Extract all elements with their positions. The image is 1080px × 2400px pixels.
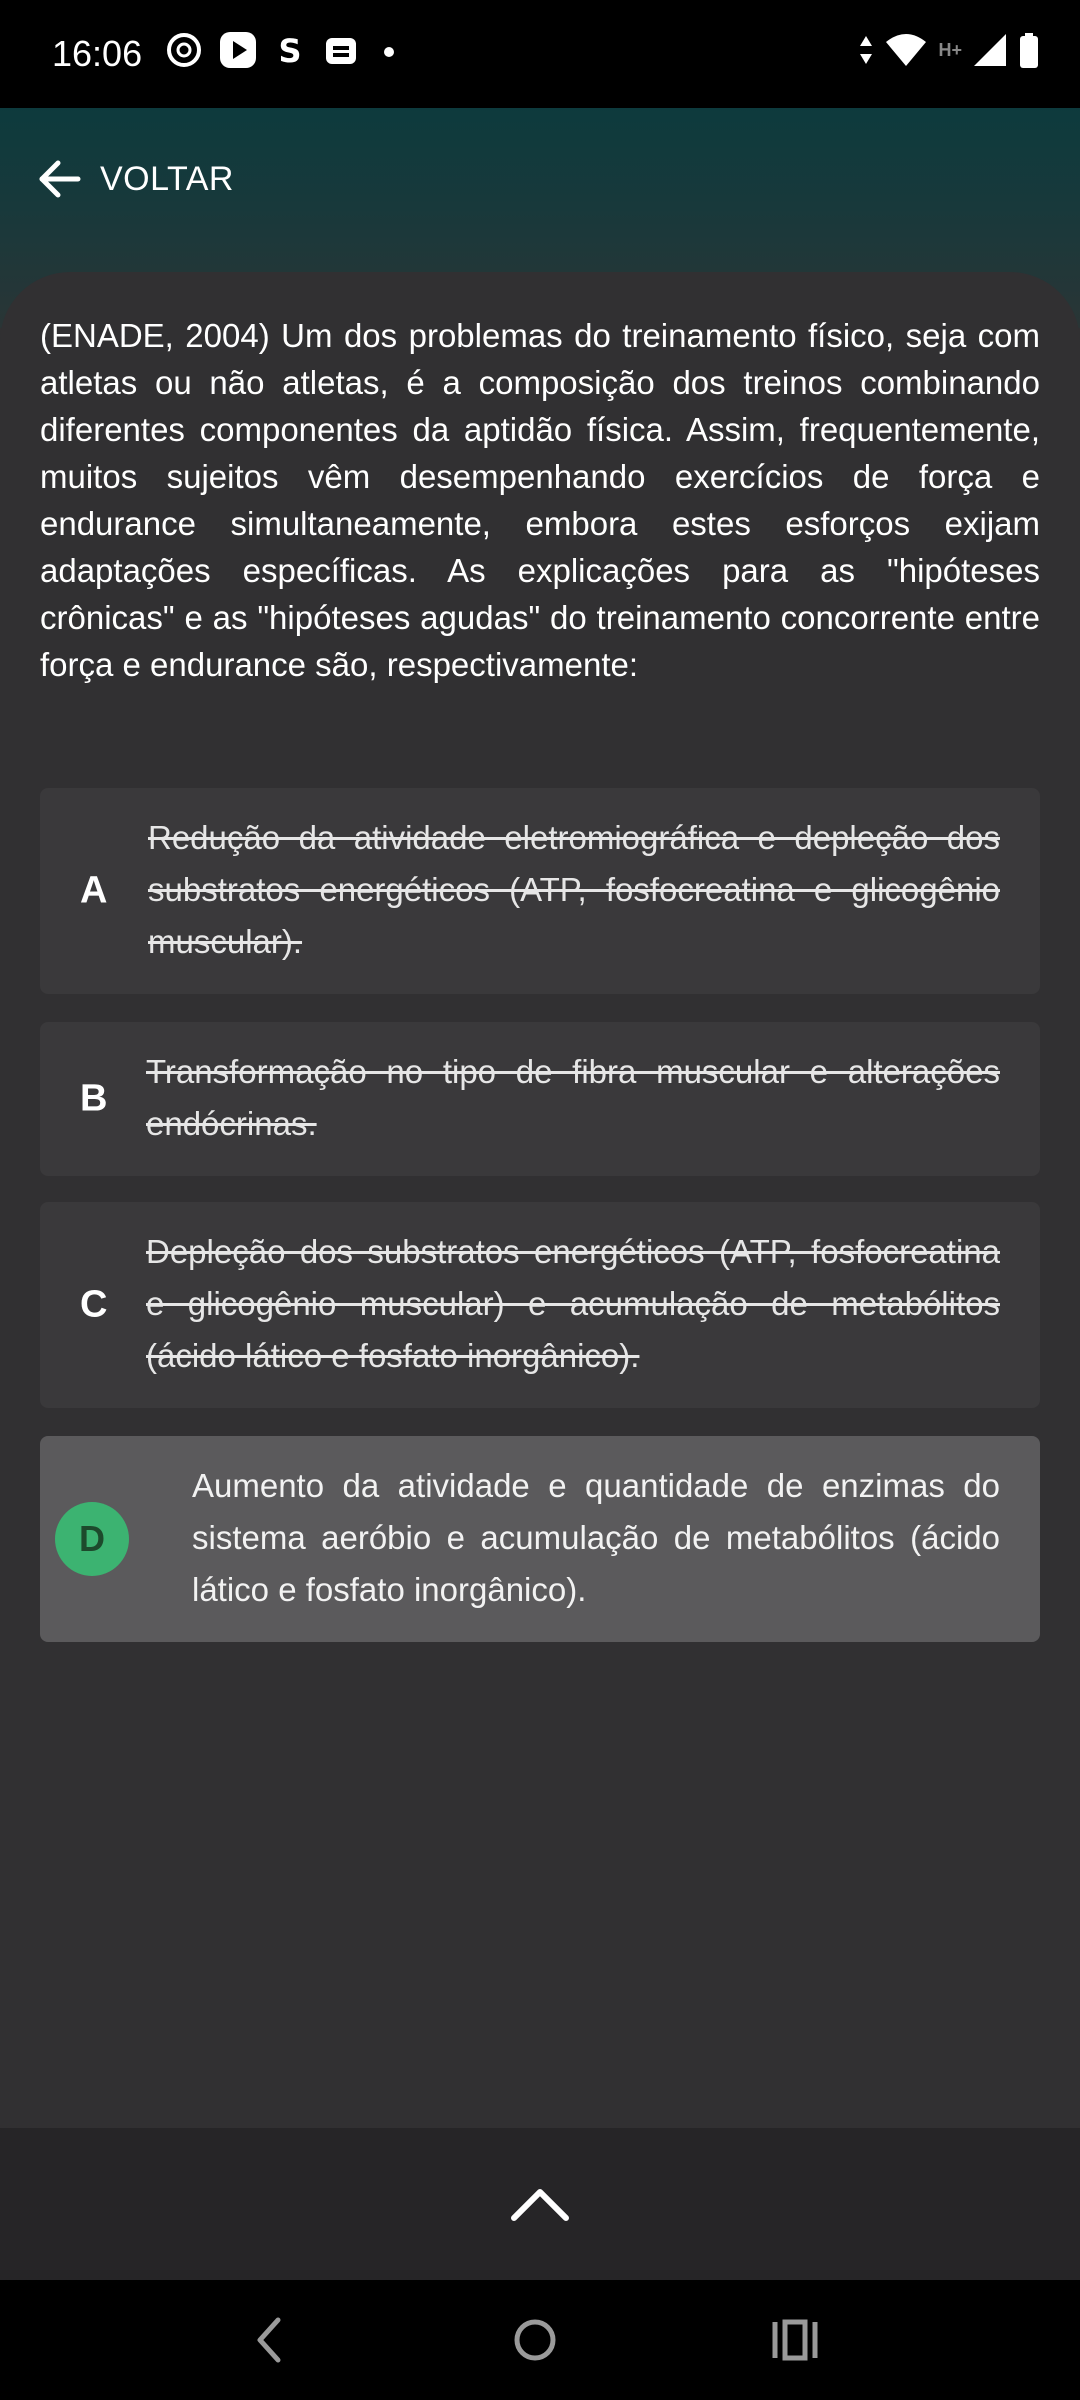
- data-arrows-icon: [858, 30, 874, 70]
- tv-icon: [322, 30, 360, 70]
- dot-icon: [374, 30, 404, 70]
- status-bar: [0, 0, 1080, 108]
- nav-recents-icon[interactable]: [765, 2310, 825, 2370]
- option-c[interactable]: [40, 1202, 1040, 1408]
- nav-home-icon[interactable]: [505, 2310, 565, 2370]
- wifi-icon: [884, 30, 928, 70]
- chevron-up-icon[interactable]: [506, 2178, 574, 2230]
- option-a[interactable]: [40, 788, 1040, 994]
- selected-badge: D: [55, 1502, 129, 1576]
- notification-icons: [164, 30, 404, 70]
- question-text: (ENADE, 2004) Um dos problemas do treinamento físico, seja com atletas ou não atletas, é a composição dos treinos combinando diferentes componentes da aptidão física. Assim, frequentemente, muitos sujeitos vêm desempenhando exercícios de força e endurance simultaneamente, embora estes esforços exijam adaptações específicas. As explicações para as "hipóteses crônicas" e as "hipóteses agudas" do treinamento concorrente entre força e endurance são, respectivamente:: [40, 317, 1040, 683]
- option-text: Transformação no tipo de fibra muscular e alterações endócrinas.: [146, 1053, 1000, 1142]
- option-d[interactable]: [40, 1436, 1040, 1642]
- nav-back-icon[interactable]: [240, 2310, 300, 2370]
- network-type-label: H+: [938, 39, 962, 60]
- option-b[interactable]: [40, 1022, 1040, 1176]
- question-card: [0, 272, 1080, 2128]
- navigation-bar: [0, 2280, 1080, 2400]
- battery-icon: [1018, 30, 1040, 70]
- threads-icon: [164, 30, 204, 70]
- bottom-panel: [0, 2128, 1080, 2280]
- option-text: Depleção dos substratos energéticos (ATP, fosfocreatina e glicogênio muscular) e acumulação de metabólitos (ácido lático e fosfato inorgânico).: [146, 1233, 1000, 1374]
- arrow-left-icon: [34, 154, 84, 204]
- system-icons: [858, 30, 1040, 70]
- s-icon: [272, 30, 308, 70]
- option-text: Redução da atividade eletromiográfica e depleção dos substratos energéticos (ATP, fosfocreatina e glicogênio muscular).: [148, 819, 1000, 960]
- svg-text:S: S: [278, 32, 302, 70]
- option-letter: C: [80, 1283, 108, 1326]
- back-button[interactable]: [34, 154, 234, 204]
- option-letter: A: [80, 869, 108, 912]
- option-letter: B: [80, 1077, 108, 1120]
- option-text: Aumento da atividade e quantidade de enzimas do sistema aeróbio e acumulação de metabólitos (ácido lático e fosfato inorgânico).: [192, 1467, 1000, 1608]
- status-time: 16:06: [52, 33, 143, 74]
- play-icon: [218, 30, 258, 70]
- signal-icon: [972, 30, 1008, 70]
- back-label: VOLTAR: [100, 159, 234, 198]
